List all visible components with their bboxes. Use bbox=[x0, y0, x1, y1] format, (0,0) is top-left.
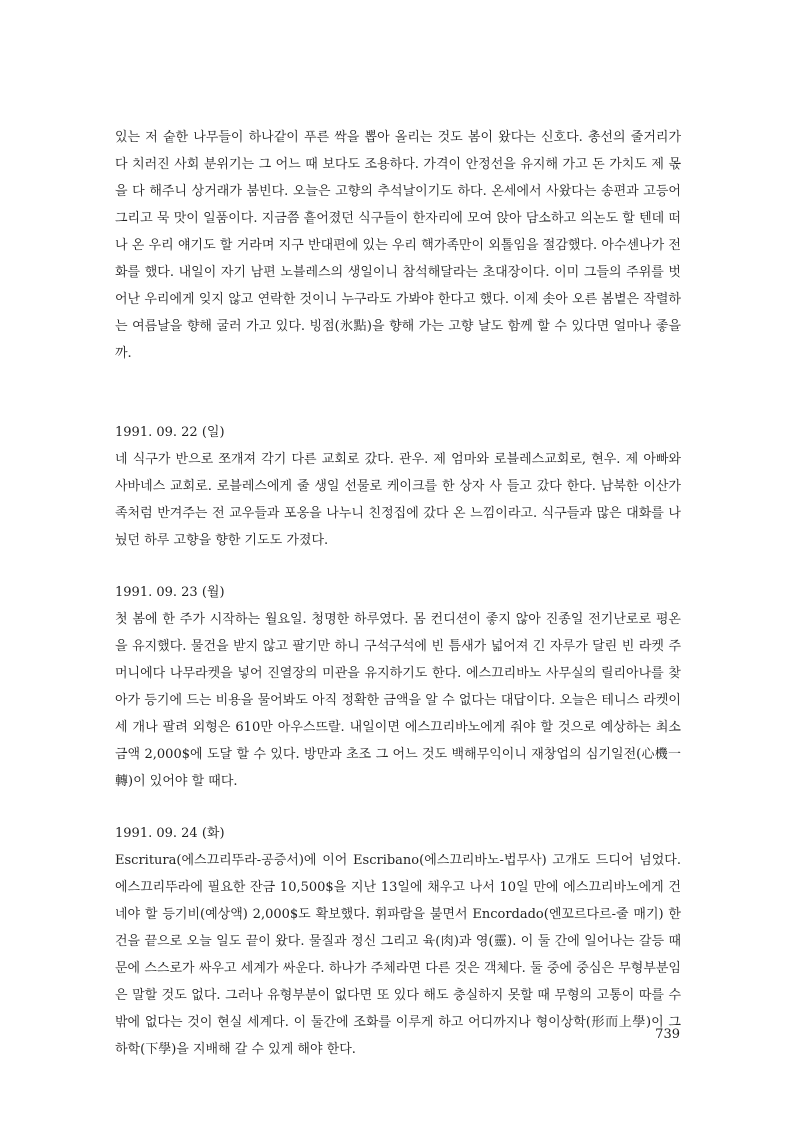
entry-date: 1991. 09. 24 (화) bbox=[115, 826, 225, 841]
diary-entry bbox=[115, 419, 681, 554]
entry-text: 네 식구가 반으로 쪼개져 각기 다른 교회로 갔다. 관우. 제 엄마와 로블레스교회로, 현우. 제 아빠와 사바네스 교회로. 로블레스에게 줄 생일 선물로 케이크를 한 상자 사 들고 갔다 한다. 남북한 이산가족처럼 반겨주는 전 교우들과 포옹을 나누니 친정집에 갔다 온 느낌이라고. 식구들과 많은 대화를 나눴던 하루 고향을 향한 기도도 가졌다. bbox=[115, 452, 681, 548]
entry-text: 첫 봄에 한 주가 시작하는 월요일. 청명한 하루였다. 몸 컨디션이 좋지 않아 진종일 전기난로로 평온을 유지했다. 물건을 받지 않고 팔기만 하니 구석구석에 빈 틈새가 넓어져 긴 자루가 달린 빈 라켓 주머니에다 나무라켓을 넣어 진열장의 미관을 유지하기도 한다. 에스끄리바노 사무실의 릴리아나를 찾아가 등기에 드는 비용을 물어봐도 아직 정확한 금액을 알 수 없다는 대답이다. 오늘은 테니스 라켓이 세 개나 팔려 외형은 610만 아우스뜨랄. 내일이면 에스끄리바노에게 줘야 할 것으로 예상하는 최소금액 2,000$에 도달 할 수 있다. 방만과 초조 그 어느 것도 백해무익이니 재창업의 심기일전(心機一轉)이 있어야 할 때다. bbox=[115, 612, 681, 789]
entry-date: 1991. 09. 22 (일) bbox=[115, 425, 225, 440]
document-body bbox=[115, 124, 681, 1063]
intro-paragraph: 있는 저 숱한 나무들이 하나같이 푸른 싹을 뽑아 올리는 것도 봄이 왔다는 신호다. 총선의 줄거리가 다 치러진 사회 분위기는 그 어느 때 보다도 조용하다. 가격이 안정선을 유지해 가고 돈 가치도 제 몫을 다 해주니 상거래가 붐빈다. 오늘은 고향의 추석날이기도 하다. 온세에서 사왔다는 송편과 고등어 그리고 묵 맛이 일품이다. 지금쯤 흩어졌던 식구들이 한자리에 모여 앉아 담소하고 의논도 할 텐데 떠나 온 우리 얘기도 할 거라며 지구 반대편에 있는 우리 핵가족만이 외톨임을 절감했다. 아수센나가 전화를 했다. 내일이 자기 남편 노블레스의 생일이니 참석해달라는 초대장이다. 이미 그들의 주위를 벗어난 우리에게 잊지 않고 연락한 것이니 누구라도 가봐야 한다고 했다. 이제 솟아 오른 봄볕은 작렬하는 여름날을 향해 굴러 가고 있다. 빙점(氷點)을 향해 가는 고향 날도 함께 할 수 있다면 얼마나 좋을까. bbox=[115, 130, 681, 361]
entry-date: 1991. 09. 23 (월) bbox=[115, 585, 225, 600]
entry-text: Escritura(에스끄리뚜라-공증서)에 이어 Escribano(에스끄리바노-법무사) 고개도 드디어 넘었다. 에스끄리뚜라에 필요한 잔금 10,500$을 지난 13일에 채우고 나서 10일 만에 에스끄리바노에게 건네야 할 등기비(예상액) 2,000$도 확보했다. 휘파람을 불면서 Encordado(엔꼬르다르-줄 매기) 한 건을 끝으로 오늘 일도 끝이 왔다. 물질과 정신 그리고 육(肉)과 영(靈). 이 둘 간에 일어나는 갈등 때문에 스스로가 싸우고 세계가 싸운다. 하나가 주체라면 다른 것은 객체다. 둘 중에 중심은 무형부분임은 말할 것도 없다. 그러나 유형부분이 없다면 또 있다 해도 충실하지 못할 때 무형의 고통이 따를 수밖에 없다는 것이 현실 세계다. 이 둘간에 조화를 이루게 하고 어디까지나 형이상학(形而上學)이 그 하학(下學)을 지배해 갈 수 있게 해야 한다. bbox=[115, 853, 681, 1057]
section-gap bbox=[115, 367, 681, 419]
diary-entry bbox=[115, 579, 681, 795]
section-gap bbox=[115, 795, 681, 820]
page-number: 739 bbox=[655, 1027, 680, 1042]
diary-entry bbox=[115, 820, 681, 1063]
section-gap bbox=[115, 554, 681, 579]
